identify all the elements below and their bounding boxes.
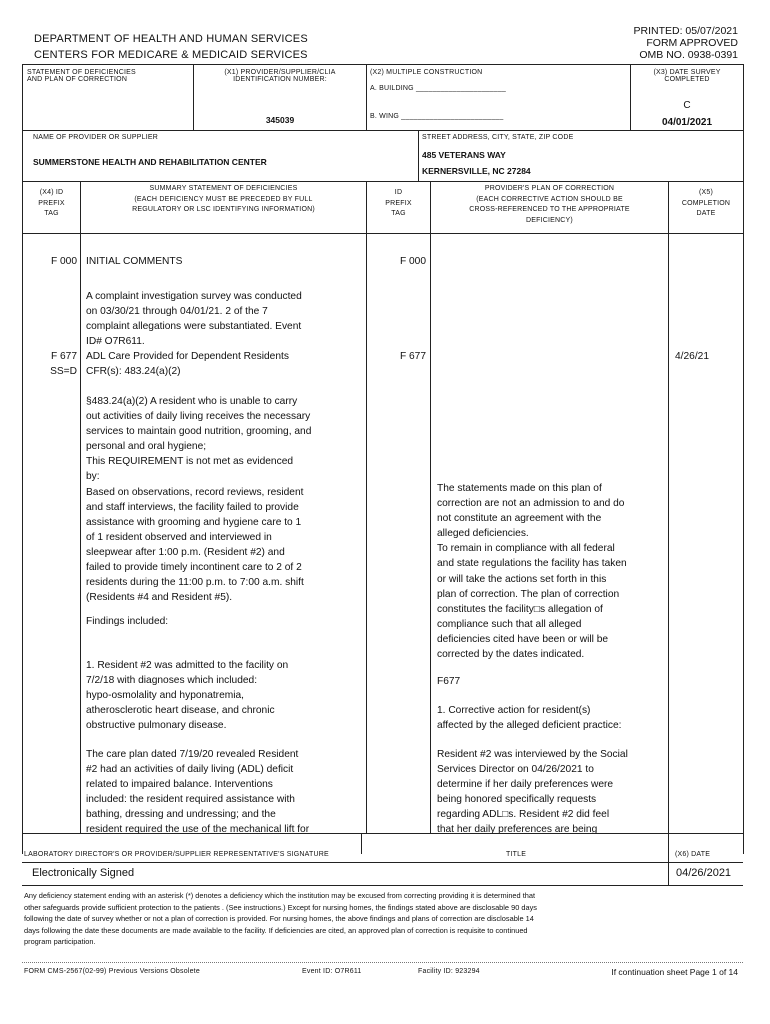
street-address: 485 VETERANS WAY: [422, 150, 506, 160]
city-state-zip: KERNERSVILLE, NC 27284: [422, 166, 531, 176]
initial-comments-title: INITIAL COMMENTS: [86, 256, 183, 267]
omb-number: OMB NO. 0938-0391: [639, 49, 738, 61]
event-id: Event ID: O7R611: [302, 968, 362, 975]
intro-paragraph: A complaint investigation survey was conducted on 03/30/21 through 04/01/21. 2 of the 7 complaint allegations were substantiated. Event ID# O7R611.: [86, 291, 302, 348]
department-title: DEPARTMENT OF HEALTH AND HUMAN SERVICES: [34, 33, 308, 45]
statement-label: STATEMENT OF DEFICIENCIES AND PLAN OF CORRECTION: [27, 69, 136, 83]
x3-label: (X3) DATE SURVEY COMPLETED: [653, 69, 721, 83]
prefix-tag-f677: F 677: [50, 351, 77, 362]
corrective-action-heading: 1. Corrective action for resident(s) affected by the alleged deficient practice:: [437, 705, 622, 732]
plan-disclaimer-paragraph: The statements made on this plan of correction are not an admission to and do not constitute an agreement with the alleged deficiencies. To remain in compliance with all federal and state regulations the facility has taken or will take the actions set forth in this plan of correction. The plan of correction constitutes the facility□s allegation of compliance such that all alleged deficiencies cited have been or will be corrected by the dates indicated.: [437, 483, 627, 661]
signature-label: LABORATORY DIRECTOR'S OR PROVIDER/SUPPLIER REPRESENTATIVE'S SIGNATURE: [24, 851, 329, 858]
printed-date: PRINTED: 05/07/2021: [633, 25, 738, 37]
severity-scope: SS=D: [50, 366, 77, 377]
provider-name-label: NAME OF PROVIDER OR SUPPLIER: [33, 134, 159, 141]
plan-resident2-paragraph: Resident #2 was interviewed by the Social Services Director on 04/26/2021 to determine if her daily preferences were being honored specifically requests regarding ADL□s. Resident #2 did feel that her daily preferences are being: [437, 749, 628, 836]
id-tag-f000: F 000: [399, 256, 426, 267]
findings-heading: Findings included:: [86, 616, 169, 627]
x2-label: (X2) MULTIPLE CONSTRUCTION: [370, 69, 483, 76]
title-label: TITLE: [506, 851, 527, 858]
plan-header: PROVIDER'S PLAN OF CORRECTION (EACH CORRECTIVE ACTION SHOULD BE CROSS-REFERENCED TO THE APPROPRIATE DEFICIENCY): [469, 185, 630, 224]
resident2-paragraph: 1. Resident #2 was admitted to the facility on 7/2/18 with diagnoses which included: hypo-osmolality and hyponatremia, atherosclerotic heart disease, and chronic obstructive pulmonary disease.: [86, 660, 289, 732]
wing-line: B. WING _________________________: [370, 113, 504, 120]
prefix-tag-f000: F 000: [50, 256, 77, 267]
signature-date: 04/26/2021: [676, 867, 732, 879]
x5-header: (X5) COMPLETION DATE: [681, 189, 731, 217]
address-label: STREET ADDRESS, CITY, STATE, ZIP CODE: [422, 134, 574, 141]
centers-title: CENTERS FOR MEDICARE & MEDICAID SERVICES: [34, 49, 308, 61]
survey-date: 04/01/2021: [661, 117, 713, 128]
x4-header: (X4) ID PREFIX TAG: [38, 189, 65, 217]
id-tag-f677: F 677: [399, 351, 426, 362]
summary-header: SUMMARY STATEMENT OF DEFICIENCIES (EACH DEFICIENCY MUST BE PRECEDED BY FULL REGULATORY OR LSC IDENTIFYING INFORMATION): [132, 185, 315, 213]
provider-id-number: 345039: [265, 115, 295, 125]
careplan-paragraph: The care plan dated 7/19/20 revealed Resident #2 had an activities of daily living (ADL) deficit related to impaired balance. Interventions included: the resident required assistance with bathing, dressing and undressing; and the resident required the use of the mechanical lift for: [86, 749, 310, 836]
building-line: A. BUILDING ______________________: [370, 85, 507, 92]
provider-name: SUMMERSTONE HEALTH AND REHABILITATION CENTER: [33, 157, 267, 167]
disclaimer-text: Any deficiency statement ending with an asterisk (*) denotes a deficiency which the institution may be excused from correcting providing it is determined that other safeguards provide sufficient protection to the patients . (See instructions.) Except for nursing homes, the findings stated above are disclosable 90 days following the date of survey whether or not a plan of correction is provided. For nursing homes, the above findings and plans of correction are disclosable 14 days following the date these documents are made available to the facility. If deficiencies are cited, an approved plan of correction is requisite to continued program participation.: [24, 891, 537, 946]
form-approved: FORM APPROVED: [646, 37, 738, 49]
regulation-text: §483.24(a)(2) A resident who is unable to carry out activities of daily living receives the necessary services to maintain good nutrition, grooming, and personal and oral hygiene; This REQUIREMENT is not met as evidenced by: Based on observations, record reviews, resident and staff interviews, the facility failed to provide assistance with grooming and hygiene care to 1 of 1 resident observed and interviewed in sleepwear after 1:00 p.m. (Resident #2) and failed to provide timely incontinent care to 2 of 2 residents during the 11:00 p.m. to 7:00 a.m. shift (Residents #4 and Resident #5).: [86, 396, 312, 604]
page-indicator: If continuation sheet Page 1 of 14: [611, 967, 738, 977]
survey-code: C: [683, 100, 691, 111]
f677-title: ADL Care Provided for Dependent Residents CFR(s): 483.24(a)(2): [86, 351, 289, 378]
completion-date: 4/26/21: [675, 351, 709, 362]
id-header: ID PREFIX TAG: [385, 189, 412, 217]
plan-f677-tag: F677: [437, 676, 461, 687]
facility-id: Facility ID: 923294: [418, 968, 480, 975]
form-number: FORM CMS-2567(02-99) Previous Versions Obsolete: [24, 968, 200, 975]
signature-value: Electronically Signed: [32, 867, 135, 879]
x1-label: (X1) PROVIDER/SUPPLIER/CLIA IDENTIFICATION NUMBER:: [224, 69, 336, 83]
x6-date-label: (X6) DATE: [675, 851, 711, 858]
